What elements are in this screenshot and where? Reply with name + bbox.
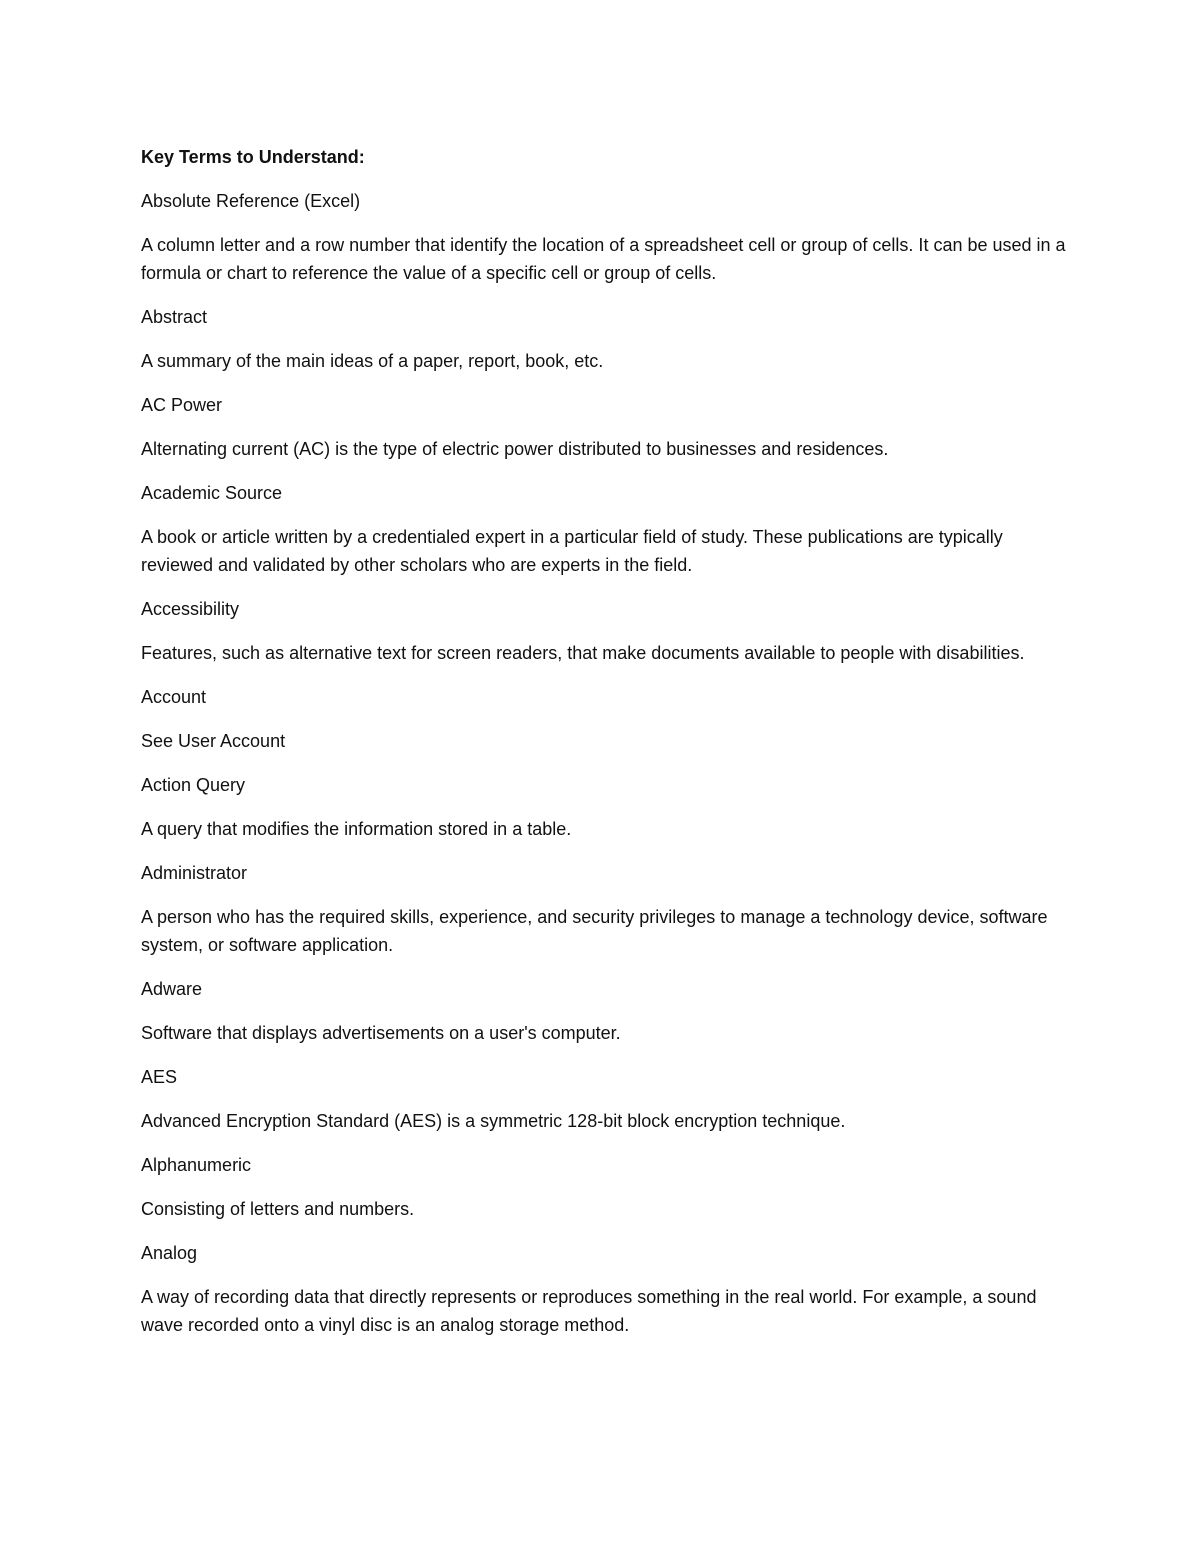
glossary-term: Action Query [141,775,246,795]
glossary-entry [141,479,1071,579]
glossary-entry [141,859,1071,959]
glossary-entry [141,1239,1071,1339]
glossary-term: Adware [141,979,203,999]
glossary-term: AC Power [141,395,223,415]
glossary-term: Account [141,687,207,707]
glossary-definition: A way of recording data that directly represents or reproduces something in the real world. For example, a sound wave recorded onto a vinyl disc is an analog storage method. [141,1287,1037,1335]
glossary-entry [141,771,1071,843]
glossary-definition: A book or article written by a credentialed expert in a particular field of study. These publications are typically reviewed and validated by other scholars who are experts in the field. [141,527,1003,575]
glossary-entry [141,975,1071,1047]
glossary-term: Alphanumeric [141,1155,252,1175]
glossary-definition: A person who has the required skills, experience, and security privileges to manage a technology device, software system, or software application. [141,907,1048,955]
glossary-definition: Advanced Encryption Standard (AES) is a symmetric 128-bit block encryption technique. [141,1111,846,1131]
glossary-term: Absolute Reference (Excel) [141,191,361,211]
glossary-entry [141,1151,1071,1223]
glossary-definition: A column letter and a row number that identify the location of a spreadsheet cell or group of cells. It can be used in a formula or chart to reference the value of a specific cell or group of cells. [141,235,1066,283]
glossary-definition: Alternating current (AC) is the type of electric power distributed to businesses and residences. [141,439,889,459]
document-heading: Key Terms to Understand: [141,147,365,167]
glossary-entry [141,683,1071,755]
glossary-entry [141,391,1071,463]
glossary-definition: Software that displays advertisements on a user's computer. [141,1023,621,1043]
glossary-entry [141,1063,1071,1135]
glossary-term: Academic Source [141,483,283,503]
glossary-definition: Consisting of letters and numbers. [141,1199,415,1219]
glossary-entry [141,303,1071,375]
glossary-entry [141,595,1071,667]
document-body [141,143,1071,1355]
glossary-term: AES [141,1067,178,1087]
glossary-term: Administrator [141,863,248,883]
glossary-term: Analog [141,1243,198,1263]
glossary-term: Accessibility [141,599,240,619]
glossary-definition: Features, such as alternative text for screen readers, that make documents available to people with disabilities. [141,643,1025,663]
glossary-entry [141,187,1071,287]
glossary-definition: A summary of the main ideas of a paper, report, book, etc. [141,351,604,371]
glossary-term: Abstract [141,307,208,327]
glossary-definition: See User Account [141,731,286,751]
glossary-definition: A query that modifies the information stored in a table. [141,819,572,839]
